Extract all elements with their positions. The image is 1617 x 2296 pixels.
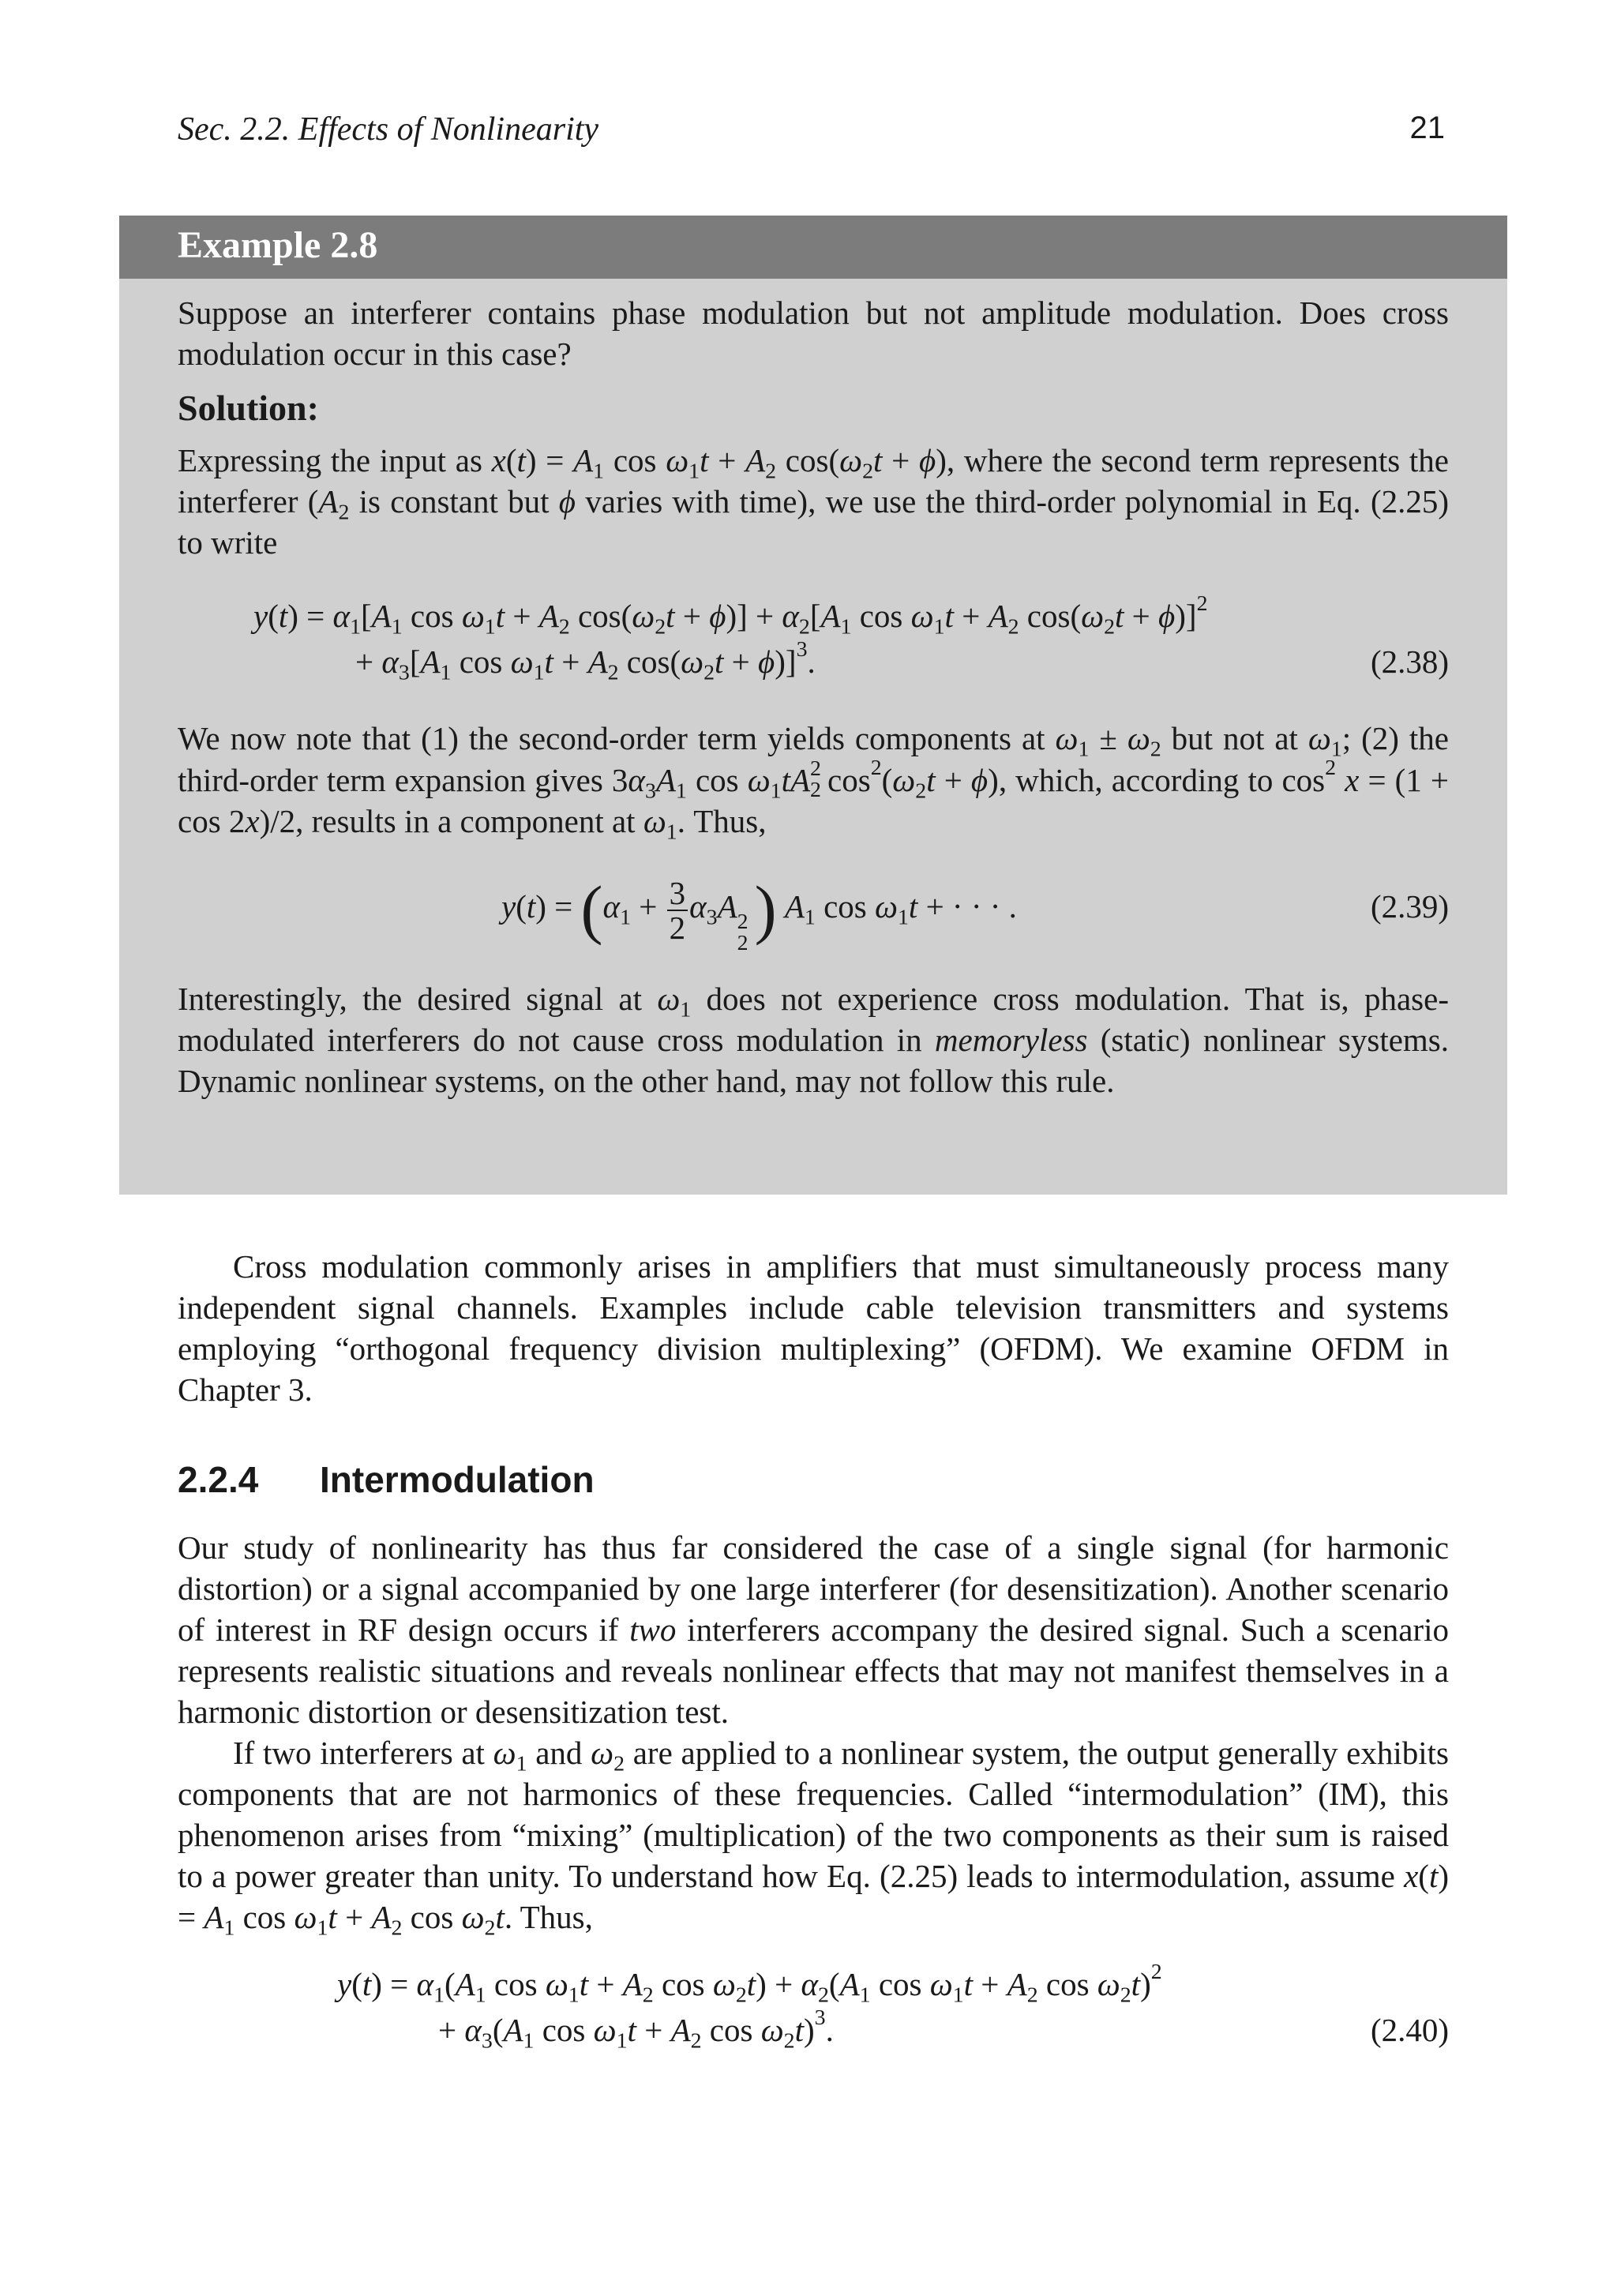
- example-body: [178, 292, 1449, 1101]
- solution-paragraph-2: We now note that (1) the second-order term yields components at $\omega_1 \pm \omega_2$ but not at $\omega_1$; (2) the third-order term expansion gives $3\alpha_3A_1$ $\cos \omega_1tA$ 2 2 $\cos^2(\omega_2t + \phi)$, which, according to $\cos^2 x = (1 + \cos 2x)/2$, results in a component at $\omega_1$. Thus,: [178, 720, 1450, 845]
- page-number: 21: [1409, 111, 1445, 145]
- section-title: Intermodulation: [320, 1459, 595, 1500]
- equation-number: (2.39): [1370, 888, 1449, 925]
- example-header-bar: [119, 216, 1507, 279]
- solution-paragraph-1: Expressing the input as $x(t) = A_1$ $\cos \omega_1t + A_2$ $\cos(\omega_2t + \phi)$, where the second term represents the interferer ($A_2$ is constant but ϕ varies with time), we use the third-order polynomial in Eq. (2.25) to write: [178, 442, 1449, 561]
- example-box: [119, 216, 1507, 1195]
- equation-2-40: $y(t) = \alpha_1(A_1$ $\cos \omega_1t + A_2$ $\cos \omega_2t) + \alpha_2(A_1$ $\cos \omega_1t + A_2$ $\cos \omega_2t)^2$ + $\alpha_3(A_1$ $\cos \omega_1t + A_2$ $\cos \omega_2t)^3$. (2.40): [337, 1960, 1449, 2054]
- solution-paragraph-3: Interestingly, the desired signal at $\omega_1$ does not experience cross modulation. That is, phase-modulated interferers do not cause cross modulation in memoryless (static) nonlinear systems. Dynamic nonlinear systems, on the other hand, may not follow this rule.: [178, 980, 1450, 1099]
- main-text: [178, 1246, 1449, 2086]
- section-number: 2.2.4: [178, 1459, 259, 1500]
- example-question: Suppose an interferer contains phase modulation but not amplitude modulation. Does cross modulation occur in this case?: [178, 295, 1449, 372]
- section-heading: [178, 1458, 1449, 1502]
- solution-heading: Solution:: [178, 388, 319, 428]
- equation-2-39: $y(t) = (\alpha_1$ + $\frac{3}{2}$ $\alpha_3A$ 2 2 ) $A_1$ $\cos \omega_1t$ + · · · . (2.39): [178, 859, 1449, 958]
- equation-number: (2.40): [1370, 2012, 1449, 2048]
- equation-number: (2.38): [1370, 643, 1449, 680]
- paragraph-cross-modulation: Cross modulation commonly arises in amplifiers that must simultaneously process many independent signal channels. Examples include cable television transmitters and systems employing “orthogonal frequency division multiplexing” (OFDM). We examine OFDM in Chapter 3.: [178, 1248, 1449, 1408]
- paragraph-intermodulation-2: If two interferers at $\omega_1$ and $\omega_2$ are applied to a nonlinear system, the output generally exhibits components that are not harmonics of these frequencies. Called “intermodulation” (IM), this phenomenon arises from “mixing” (multiplication) of the two components as their sum is raised to a power greater than unity. To understand how Eq. (2.25) leads to intermodulation, assume $x(t) = A_1$ $\cos \omega_1t + A_2$ $\cos \omega_2t$. Thus,: [178, 1735, 1450, 1941]
- equation-2-38: $y(t) = \alpha_1[A_1$ $\cos \omega_1t + A_2$ $\cos(\omega_2t + \phi)] + \alpha_2[A_1$ $\cos \omega_1t + A_2$ $\cos(\omega_2t + \phi)]^2$ + $\alpha_3[A_1$ $\cos \omega_1t + A_2$ $\cos(\omega_2t + \phi)]^3$. (2.38): [253, 591, 1449, 685]
- example-title: Example 2.8: [178, 224, 378, 266]
- running-head: Sec. 2.2. Effects of Nonlinearity: [178, 111, 599, 148]
- paragraph-intermodulation-1: Our study of nonlinearity has thus far considered the case of a single signal (for harmonic distortion) or a signal accompanied by one large interferer (for desensitization). Another scenario of interest in RF design occurs if two interferers accompany the desired signal. Such a scenario represents realistic situations and reveals nonlinear effects that may not manifest themselves in a harmonic distortion or desensitization test.: [178, 1529, 1449, 1730]
